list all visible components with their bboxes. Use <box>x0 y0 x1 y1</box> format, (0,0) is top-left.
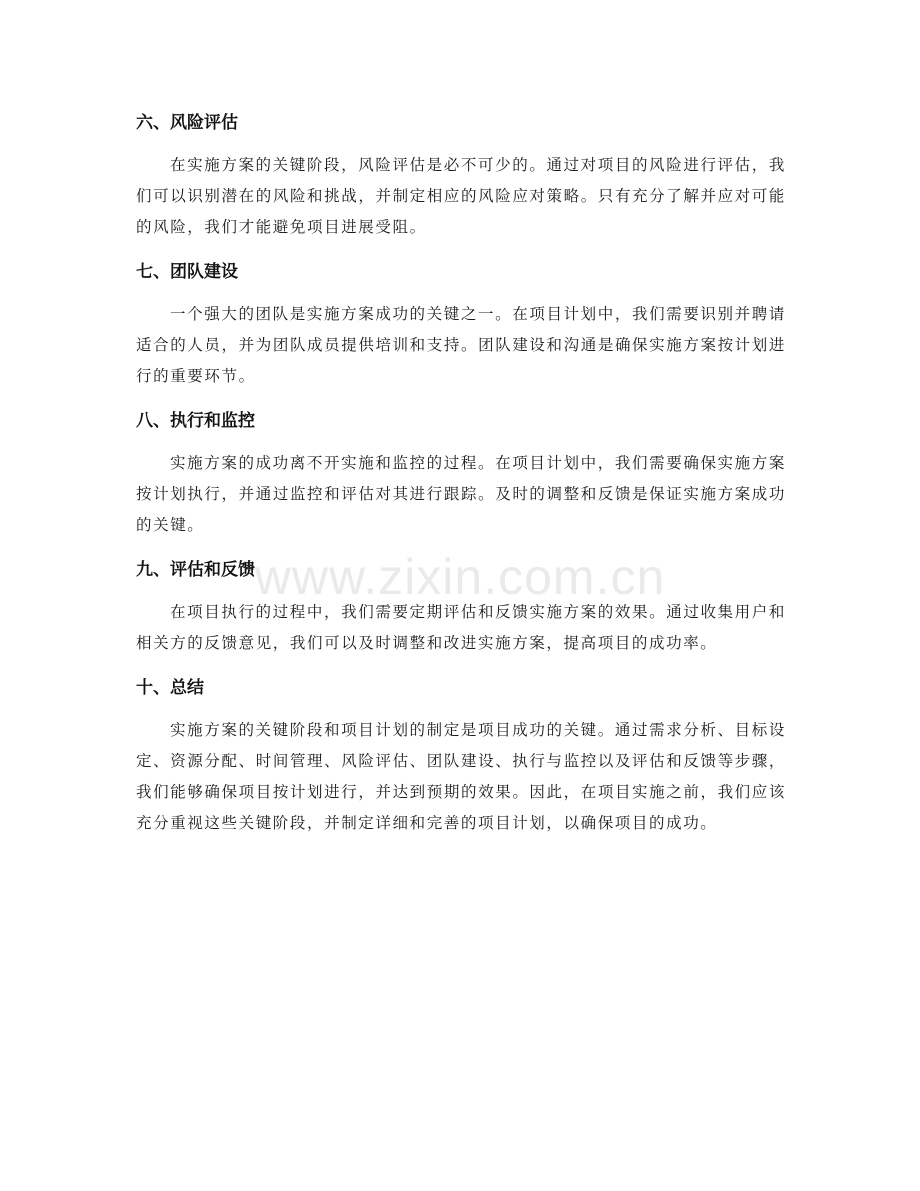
section-heading: 九、评估和反馈 <box>136 560 255 580</box>
section-execution-monitoring <box>136 408 786 541</box>
section-heading: 七、团队建设 <box>136 262 238 282</box>
watermark-text: www.zixin.com.cn <box>254 549 666 605</box>
section-heading: 十、总结 <box>136 678 204 698</box>
section-paragraph: 实施方案的成功离不开实施和监控的过程。在项目计划中，我们需要确保实施方案按计划执行，并通过监控和评估对其进行跟踪。及时的调整和反馈是保证实施方案成功的关键。 <box>136 454 786 534</box>
section-paragraph: 一个强大的团队是实施方案成功的关键之一。在项目计划中，我们需要识别并聘请适合的人员，并为团队成员提供培训和支持。团队建设和沟通是确保实施方案按计划进行的重要环节。 <box>136 305 786 385</box>
section-team-building <box>136 259 786 392</box>
section-paragraph: 在实施方案的关键阶段，风险评估是必不可少的。通过对项目的风险进行评估，我们可以识别潜在的风险和挑战，并制定相应的风险应对策略。只有充分了解并应对可能的风险，我们才能避免项目进展受阻。 <box>136 156 786 236</box>
section-summary <box>136 675 786 839</box>
section-paragraph: 实施方案的关键阶段和项目计划的制定是项目成功的关键。通过需求分析、目标设定、资源分配、时间管理、风险评估、团队建设、执行与监控以及评估和反馈等步骤，我们能够确保项目按计划进行，并达到预期的效果。因此，在项目实施之前，我们应该充分重视这些关键阶段，并制定详细和完善的项目计划，以确保项目的成功。 <box>136 721 786 832</box>
section-heading: 六、风险评估 <box>136 113 238 133</box>
section-evaluation-feedback <box>136 557 786 659</box>
document-content <box>136 110 786 855</box>
section-risk-assessment <box>136 110 786 243</box>
section-heading: 八、执行和监控 <box>136 411 255 431</box>
section-paragraph: 在项目执行的过程中，我们需要定期评估和反馈实施方案的效果。通过收集用户和相关方的反馈意见，我们可以及时调整和改进实施方案，提高项目的成功率。 <box>136 603 786 652</box>
